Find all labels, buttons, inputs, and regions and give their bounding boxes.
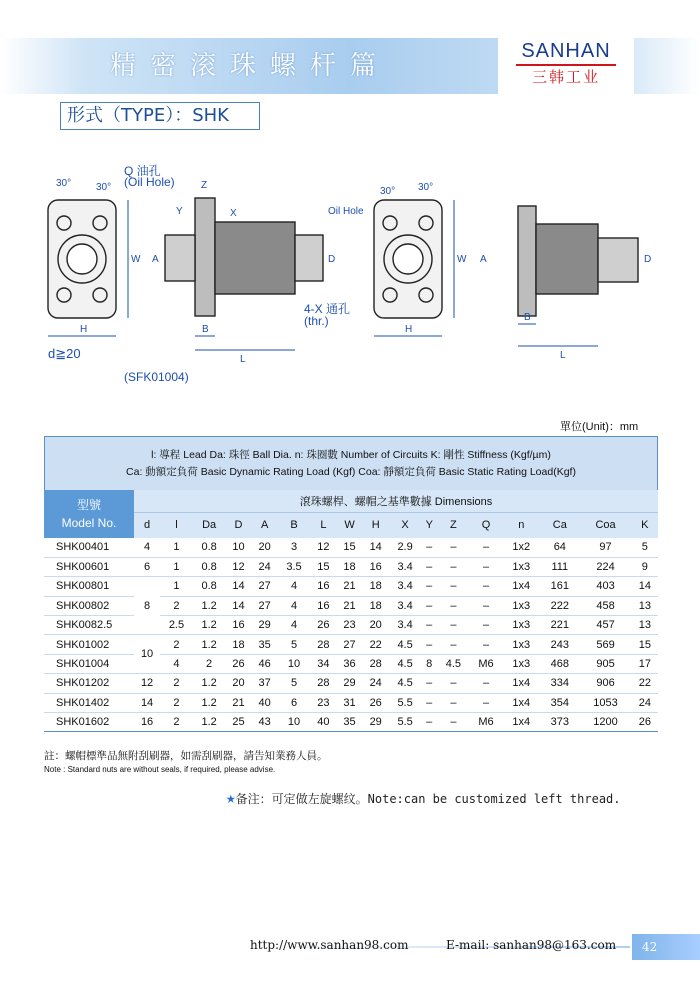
nut-body: [215, 222, 295, 294]
oil-hole-label-en: (Oil Hole): [124, 175, 175, 189]
value-cell: –: [470, 635, 503, 654]
dim-a-left: A: [152, 254, 159, 265]
column-header: n: [502, 512, 540, 538]
dim-w-left: W: [131, 254, 141, 265]
value-cell: 8: [134, 577, 160, 635]
column-header: H: [363, 512, 389, 538]
model-header-en: Model No.: [61, 516, 117, 530]
value-cell: 1053: [579, 693, 631, 712]
dimensions-header: 滾珠螺桿、螺帽之基準數據 Dimensions: [134, 490, 658, 512]
value-cell: 4: [278, 577, 311, 596]
value-cell: 1.2: [193, 596, 226, 615]
flange-side: [195, 198, 215, 316]
value-cell: 13: [632, 596, 658, 615]
value-cell: –: [437, 557, 470, 576]
value-cell: 2: [193, 654, 226, 673]
value-cell: 27: [336, 635, 362, 654]
value-cell: 2.5: [160, 616, 193, 635]
value-cell: 1x3: [502, 557, 540, 576]
value-cell: 1: [160, 557, 193, 576]
value-cell: 40: [310, 713, 336, 732]
value-cell: –: [437, 635, 470, 654]
value-cell: 373: [540, 713, 579, 732]
value-cell: 14: [134, 693, 160, 712]
value-cell: 28: [310, 635, 336, 654]
value-cell: 16: [134, 713, 160, 732]
value-cell: 16: [225, 616, 251, 635]
value-cell: 24: [632, 693, 658, 712]
value-cell: 24: [363, 674, 389, 693]
legend-line-2: Ca: 動額定負荷 Basic Dynamic Rating Load (Kgf) Coa: 靜額定負荷 Basic Static Rating Load(Kgf): [126, 466, 576, 478]
dim-h-right: H: [405, 324, 413, 335]
value-cell: 26: [632, 713, 658, 732]
value-cell: 4.5: [389, 674, 422, 693]
value-cell: –: [421, 674, 437, 693]
note-en: Note : Standard nuts are without seals, if required, please advise.: [44, 765, 276, 774]
value-cell: 10: [278, 654, 311, 673]
value-cell: –: [437, 596, 470, 615]
value-cell: 1x4: [502, 693, 540, 712]
column-header: d: [134, 512, 160, 538]
value-cell: 1.2: [193, 616, 226, 635]
table-row: [44, 674, 658, 693]
page-title: 精密滚珠螺杆篇: [109, 51, 390, 81]
value-cell: 36: [336, 654, 362, 673]
value-cell: 5.5: [389, 713, 422, 732]
column-header: Q: [470, 512, 503, 538]
value-cell: 3.4: [389, 557, 422, 576]
value-cell: –: [470, 577, 503, 596]
model-cell: SHK01002: [44, 635, 134, 654]
column-header: Z: [437, 512, 470, 538]
value-cell: 5: [278, 674, 311, 693]
value-cell: 111: [540, 557, 579, 576]
column-header: X: [389, 512, 422, 538]
column-header: Y: [421, 512, 437, 538]
bolt-hole: [419, 216, 433, 230]
custom-note: [226, 788, 621, 807]
value-cell: 4: [134, 538, 160, 557]
value-cell: 20: [225, 674, 251, 693]
value-cell: 35: [336, 713, 362, 732]
bolt-hole: [383, 216, 397, 230]
column-header: W: [336, 512, 362, 538]
dim-z: Z: [201, 180, 208, 191]
value-cell: 224: [579, 557, 631, 576]
value-cell: 15: [310, 557, 336, 576]
value-cell: –: [470, 674, 503, 693]
column-header: L: [310, 512, 336, 538]
value-cell: 4: [278, 596, 311, 615]
thread-hole-label-en: (thr.): [304, 314, 329, 328]
value-cell: 18: [225, 635, 251, 654]
value-cell: 4.5: [389, 654, 422, 673]
legend-line-1: l: 導程 Lead Da: 珠徑 Ball Dia. n: 珠圈數 Number of Circuits K: 剛性 Stiffness (Kgf/µm): [151, 449, 551, 461]
angle-label-1: 30°: [56, 178, 72, 189]
value-cell: 1.2: [193, 693, 226, 712]
value-cell: 15: [632, 635, 658, 654]
table-row: [44, 635, 658, 654]
value-cell: 26: [363, 693, 389, 712]
value-cell: 20: [252, 538, 278, 557]
value-cell: 2: [160, 635, 193, 654]
value-cell: 1200: [579, 713, 631, 732]
value-cell: 1.2: [193, 635, 226, 654]
column-header: Coa: [579, 512, 631, 538]
d-condition: d≧20: [48, 346, 81, 361]
value-cell: –: [470, 693, 503, 712]
value-cell: 40: [252, 693, 278, 712]
table-legend: [44, 436, 658, 490]
value-cell: 16: [363, 557, 389, 576]
model-cell: SHK01602: [44, 713, 134, 732]
value-cell: 21: [336, 577, 362, 596]
value-cell: 243: [540, 635, 579, 654]
value-cell: 10: [278, 713, 311, 732]
value-cell: 3.4: [389, 596, 422, 615]
dim-d-right: D: [644, 254, 652, 265]
value-cell: 3.5: [278, 557, 311, 576]
oil-hole-label-cn: Q 油孔: [124, 164, 161, 178]
model-cell: SHK01402: [44, 693, 134, 712]
value-cell: 1x3: [502, 616, 540, 635]
dim-h-left: H: [80, 324, 88, 335]
spec-table: [44, 490, 658, 732]
value-cell: 23: [310, 693, 336, 712]
angle-label-2: 30°: [96, 182, 112, 193]
dim-b-right: B: [524, 312, 531, 323]
oil-hole-label-right: Oil Hole: [328, 206, 364, 217]
value-cell: 97: [579, 538, 631, 557]
bolt-hole: [57, 288, 71, 302]
value-cell: –: [421, 713, 437, 732]
value-cell: 34: [310, 654, 336, 673]
value-cell: 10: [225, 538, 251, 557]
nut-bore: [67, 244, 97, 274]
value-cell: –: [421, 693, 437, 712]
model-cell: SHK0082.5: [44, 616, 134, 635]
value-cell: 0.8: [193, 557, 226, 576]
screw-shaft-left: [165, 235, 195, 281]
value-cell: 13: [632, 616, 658, 635]
value-cell: 27: [252, 596, 278, 615]
bolt-hole: [383, 288, 397, 302]
value-cell: 20: [363, 616, 389, 635]
value-cell: 6: [134, 557, 160, 576]
dim-y: Y: [176, 206, 183, 217]
value-cell: 1x2: [502, 538, 540, 557]
value-cell: –: [470, 616, 503, 635]
value-cell: 4: [278, 616, 311, 635]
column-header: D: [225, 512, 251, 538]
value-cell: 1: [160, 538, 193, 557]
custom-note-text: 备注：可定做左旋螺纹。Note:can be customized left thread.: [235, 792, 621, 806]
value-cell: 12: [225, 557, 251, 576]
nut-body: [536, 224, 598, 294]
value-cell: 18: [363, 577, 389, 596]
value-cell: 222: [540, 596, 579, 615]
bolt-hole: [93, 288, 107, 302]
value-cell: –: [421, 635, 437, 654]
value-cell: 4.5: [389, 635, 422, 654]
dim-l-left: L: [240, 354, 246, 365]
value-cell: 2: [160, 674, 193, 693]
type-label: 形式（TYPE）：SHK: [60, 102, 260, 130]
value-cell: 403: [579, 577, 631, 596]
value-cell: M6: [470, 654, 503, 673]
bolt-hole: [93, 216, 107, 230]
value-cell: 28: [363, 654, 389, 673]
dim-b-left: B: [202, 324, 209, 335]
value-cell: 24: [252, 557, 278, 576]
value-cell: 2: [160, 713, 193, 732]
column-header: A: [252, 512, 278, 538]
value-cell: –: [437, 577, 470, 596]
value-cell: 905: [579, 654, 631, 673]
bolt-hole: [57, 216, 71, 230]
value-cell: 27: [252, 577, 278, 596]
value-cell: 14: [225, 596, 251, 615]
value-cell: 161: [540, 577, 579, 596]
value-cell: 25: [225, 713, 251, 732]
value-cell: 906: [579, 674, 631, 693]
footer-email: E-mail: sanhan98@163.com: [446, 938, 617, 952]
value-cell: 64: [540, 538, 579, 557]
value-cell: 14: [363, 538, 389, 557]
value-cell: 17: [632, 654, 658, 673]
value-cell: 468: [540, 654, 579, 673]
value-cell: 1.2: [193, 713, 226, 732]
value-cell: 22: [632, 674, 658, 693]
model-cell: SHK01202: [44, 674, 134, 693]
value-cell: 29: [252, 616, 278, 635]
value-cell: 457: [579, 616, 631, 635]
value-cell: 18: [363, 596, 389, 615]
value-cell: 12: [310, 538, 336, 557]
value-cell: –: [437, 674, 470, 693]
nut-side-view-right: [518, 206, 638, 316]
note-cn: 註：螺帽標準品無附刮刷器，如需刮刷器，請告知業務人員。: [44, 750, 328, 762]
value-cell: 4: [160, 654, 193, 673]
value-cell: 26: [310, 616, 336, 635]
value-cell: 4.5: [437, 654, 470, 673]
column-header: Da: [193, 512, 226, 538]
value-cell: 16: [310, 577, 336, 596]
value-cell: M6: [470, 713, 503, 732]
value-cell: 458: [579, 596, 631, 615]
value-cell: 5: [278, 635, 311, 654]
value-cell: 14: [632, 577, 658, 596]
value-cell: 35: [252, 635, 278, 654]
value-cell: 12: [134, 674, 160, 693]
value-cell: 37: [252, 674, 278, 693]
value-cell: 15: [336, 538, 362, 557]
value-cell: –: [421, 577, 437, 596]
value-cell: 0.8: [193, 577, 226, 596]
value-cell: 1x4: [502, 713, 540, 732]
dim-x: X: [230, 208, 237, 219]
value-cell: –: [437, 713, 470, 732]
angle-label-3: 30°: [380, 186, 396, 197]
bolt-hole: [419, 288, 433, 302]
value-cell: 569: [579, 635, 631, 654]
value-cell: 1: [160, 577, 193, 596]
value-cell: 5.5: [389, 693, 422, 712]
value-cell: –: [437, 538, 470, 557]
dim-d-left: D: [328, 254, 336, 265]
nut-side-view-left: [165, 198, 323, 316]
value-cell: –: [421, 557, 437, 576]
column-header: Ca: [540, 512, 579, 538]
flange-front-view-left: [48, 200, 116, 318]
model-cell: SHK01004: [44, 654, 134, 673]
column-header: B: [278, 512, 311, 538]
value-cell: 29: [363, 713, 389, 732]
brand-name-cn: 三韩工业: [531, 68, 600, 86]
value-cell: –: [421, 538, 437, 557]
value-cell: 8: [421, 654, 437, 673]
value-cell: –: [421, 596, 437, 615]
model-header-cn: 型號: [76, 498, 101, 512]
value-cell: 6: [278, 693, 311, 712]
value-cell: –: [470, 538, 503, 557]
value-cell: 22: [363, 635, 389, 654]
spec-table-wrapper: [44, 436, 658, 732]
value-cell: 16: [310, 596, 336, 615]
value-cell: 3.4: [389, 616, 422, 635]
value-cell: 334: [540, 674, 579, 693]
nut-bore: [393, 244, 423, 274]
value-cell: 5: [632, 538, 658, 557]
value-cell: 1x4: [502, 577, 540, 596]
model-header: [44, 490, 134, 538]
column-header-row: [44, 512, 658, 538]
value-cell: 2: [160, 596, 193, 615]
angle-label-4: 30°: [418, 182, 434, 193]
value-cell: 2: [160, 693, 193, 712]
value-cell: 1x3: [502, 635, 540, 654]
value-cell: 10: [134, 635, 160, 674]
value-cell: 0.8: [193, 538, 226, 557]
value-cell: –: [421, 616, 437, 635]
star-icon: ★: [226, 788, 236, 807]
dim-w-right: W: [457, 254, 467, 265]
value-cell: 2.9: [389, 538, 422, 557]
value-cell: –: [470, 557, 503, 576]
value-cell: 9: [632, 557, 658, 576]
value-cell: 26: [225, 654, 251, 673]
value-cell: 18: [336, 557, 362, 576]
value-cell: 43: [252, 713, 278, 732]
value-cell: –: [437, 616, 470, 635]
value-cell: 28: [310, 674, 336, 693]
value-cell: 21: [225, 693, 251, 712]
value-cell: –: [437, 693, 470, 712]
table-row: [44, 538, 658, 557]
thread-hole-label-cn: 4-X 通孔: [304, 302, 351, 316]
reference-model: (SFK01004): [124, 370, 189, 384]
flange-side: [518, 206, 536, 316]
dim-a-right: A: [480, 254, 487, 265]
column-header: l: [160, 512, 193, 538]
screw-shaft-right: [295, 235, 323, 281]
value-cell: 31: [336, 693, 362, 712]
value-cell: 29: [336, 674, 362, 693]
column-header: K: [632, 512, 658, 538]
value-cell: –: [470, 596, 503, 615]
model-cell: SHK00802: [44, 596, 134, 615]
value-cell: 46: [252, 654, 278, 673]
value-cell: 3: [278, 538, 311, 557]
unit-label: 單位(Unit)：mm: [560, 421, 639, 433]
table-row: [44, 693, 658, 712]
value-cell: 21: [336, 596, 362, 615]
model-cell: SHK00801: [44, 577, 134, 596]
table-row: [44, 577, 658, 596]
value-cell: 1x3: [502, 596, 540, 615]
model-cell: SHK00601: [44, 557, 134, 576]
value-cell: 1x4: [502, 674, 540, 693]
brand-name-en: SANHAN: [521, 40, 611, 62]
value-cell: 14: [225, 577, 251, 596]
footer-website: http://www.sanhan98.com: [250, 938, 409, 952]
value-cell: 23: [336, 616, 362, 635]
value-cell: 221: [540, 616, 579, 635]
dim-l-right: L: [560, 350, 566, 361]
value-cell: 1x3: [502, 654, 540, 673]
model-cell: SHK00401: [44, 538, 134, 557]
screw-shaft-right: [598, 238, 638, 282]
value-cell: 3.4: [389, 577, 422, 596]
page-number: 42: [632, 934, 700, 960]
value-cell: 354: [540, 693, 579, 712]
table-row: [44, 557, 658, 576]
table-row: [44, 713, 658, 732]
spec-table-body: [44, 538, 658, 732]
flange-front-view-right: [374, 200, 442, 318]
value-cell: 1.2: [193, 674, 226, 693]
